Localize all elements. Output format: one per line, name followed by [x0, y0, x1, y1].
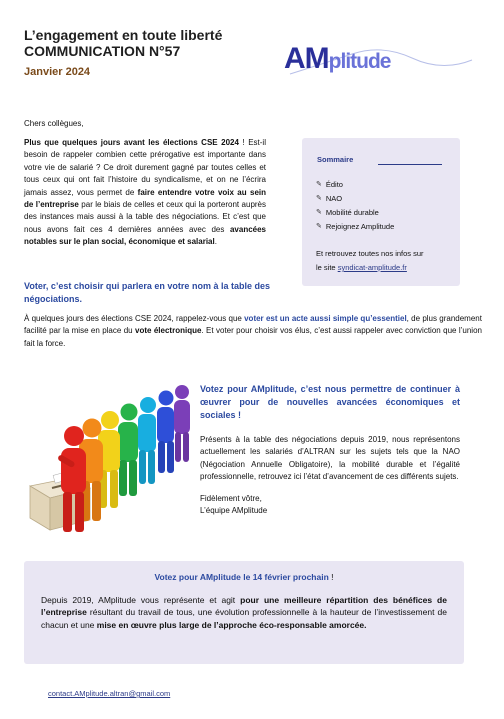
- vote-box-text-2: résultant du travail de tous, une évolution professionnelle à la hauteur de l’investissement de chacun et une: [41, 607, 447, 630]
- paragraph-negotiations: Présents à la table des négociations depuis 2019, nous représentons actuellement les salariés d’ALTRAN sur les sujets tels que la NAO (Négociation Annuelle Obligatoire), la mobilité durable et l’égalité professionnelle, retrouvez ici l’état d’avancement de ces différents sujets.: [200, 435, 460, 482]
- logo-text-small: plitude: [328, 50, 391, 73]
- summary-box: [302, 138, 460, 286]
- vote-box-title-main: Votez pour AMplitude le 14 février prochain: [154, 572, 329, 582]
- signature-line-1: Fidèlement vôtre,: [200, 494, 262, 503]
- intro-paragraph: [24, 137, 266, 249]
- summary-item[interactable]: [316, 220, 394, 234]
- p2-highlight: voter est un acte aussi simple qu’essentiel: [244, 314, 407, 323]
- p2-text-1: À quelques jours des élections CSE 2024, rappelez-vous que: [24, 314, 245, 323]
- p2-text-3: . Et voter pour choisir vos élus, c’est aussi rappeler avec conviction que l’union fait la force.: [24, 326, 482, 348]
- vote-box: [24, 561, 464, 664]
- intro-text-3: .: [214, 237, 217, 247]
- intro-bold-1: Plus que quelques jours avant les élections CSE 2024: [24, 138, 239, 147]
- intro-text-2: par le biais de celles et ceux qui la porteront auprès des instances mais aussi à la table des négociations. Et c’est que nous avons fait ces 4 dernières années avec des: [24, 200, 267, 234]
- callout-vote-amplitude: Votez pour AMplitude, c’est nous permettre de continuer à œuvrer pour de nouvelles avancées économiques et sociales !: [200, 384, 460, 420]
- pen-icon: ✎: [316, 209, 322, 216]
- pen-icon: ✎: [316, 195, 322, 202]
- vote-box-title-tail: !: [328, 572, 334, 582]
- intro-text-1: ! Est-il besoin de rappeler combien cette prérogative est importante dans votre vie de salarié ? Ce droit durement gagné par toutes celles et tous ceux qui ont fait l’histoire du syndicalisme, et on ne l’écrira jamais assez, vous permet de: [24, 138, 266, 197]
- logo-text-big: AM: [284, 42, 329, 75]
- summary-item[interactable]: [316, 192, 394, 206]
- intro-bold-3: avancées notables sur le plan social, économique et salarial: [24, 224, 266, 247]
- contact-email-link[interactable]: contact.AMplitude.altran@gmail.com: [48, 689, 171, 698]
- pen-icon: ✎: [316, 181, 322, 188]
- communication-number: COMMUNICATION N°57: [24, 43, 181, 59]
- summary-title-underline: [378, 164, 442, 165]
- p2-bold: vote électronique: [135, 326, 202, 336]
- summary-item-label: Rejoignez Amplitude: [325, 222, 395, 231]
- callout-vote-choice: Voter, c’est choisir qui parlera en votre nom à la table des négociations.: [24, 281, 270, 304]
- amplitude-logo: [284, 42, 390, 76]
- summary-footer-text: Et retrouvez toutes nos infos sur: [316, 249, 424, 258]
- vote-box-bold-2: mise en œuvre plus large de l’approche éco-responsable amorcée.: [96, 619, 367, 630]
- summary-item[interactable]: [316, 206, 394, 220]
- greeting: Chers collègues,: [24, 119, 84, 128]
- figure-blue: [157, 391, 174, 474]
- vote-box-text: [41, 594, 447, 631]
- summary-footer-prefix: le site: [316, 263, 338, 272]
- summary-footer-site: [316, 263, 407, 272]
- signature-line-2: L’équipe AMplitude: [200, 506, 268, 515]
- summary-title: Sommaire: [317, 155, 354, 164]
- figure-green: [118, 404, 138, 497]
- pen-icon: ✎: [316, 223, 322, 230]
- vote-box-text-1: Depuis 2019, AMplitude vous représente et agit: [41, 595, 241, 605]
- voting-illustration: [24, 378, 194, 538]
- summary-item[interactable]: [316, 178, 394, 192]
- site-link[interactable]: syndicat-amplitude.fr: [337, 263, 407, 272]
- summary-item-label: Édito: [325, 180, 343, 189]
- figure-purple: [174, 385, 190, 462]
- issue-date: Janvier 2024: [24, 66, 91, 78]
- vote-box-bold-1: pour une meilleure répartition des bénéfices de l’entreprise: [41, 595, 447, 618]
- paragraph-elections: [24, 313, 482, 350]
- p2-text-2: , de plus grandement facilité par la mise en place du: [24, 314, 482, 336]
- intro-bold-2: faire entendre votre voix au sein de l’entreprise: [24, 187, 267, 210]
- summary-list: [316, 178, 394, 234]
- figure-cyan: [138, 397, 156, 484]
- summary-item-label: NAO: [325, 194, 343, 203]
- vote-box-title: [24, 572, 464, 582]
- newsletter-title: L’engagement en toute liberté: [24, 27, 223, 43]
- summary-item-label: Mobilité durable: [325, 208, 379, 217]
